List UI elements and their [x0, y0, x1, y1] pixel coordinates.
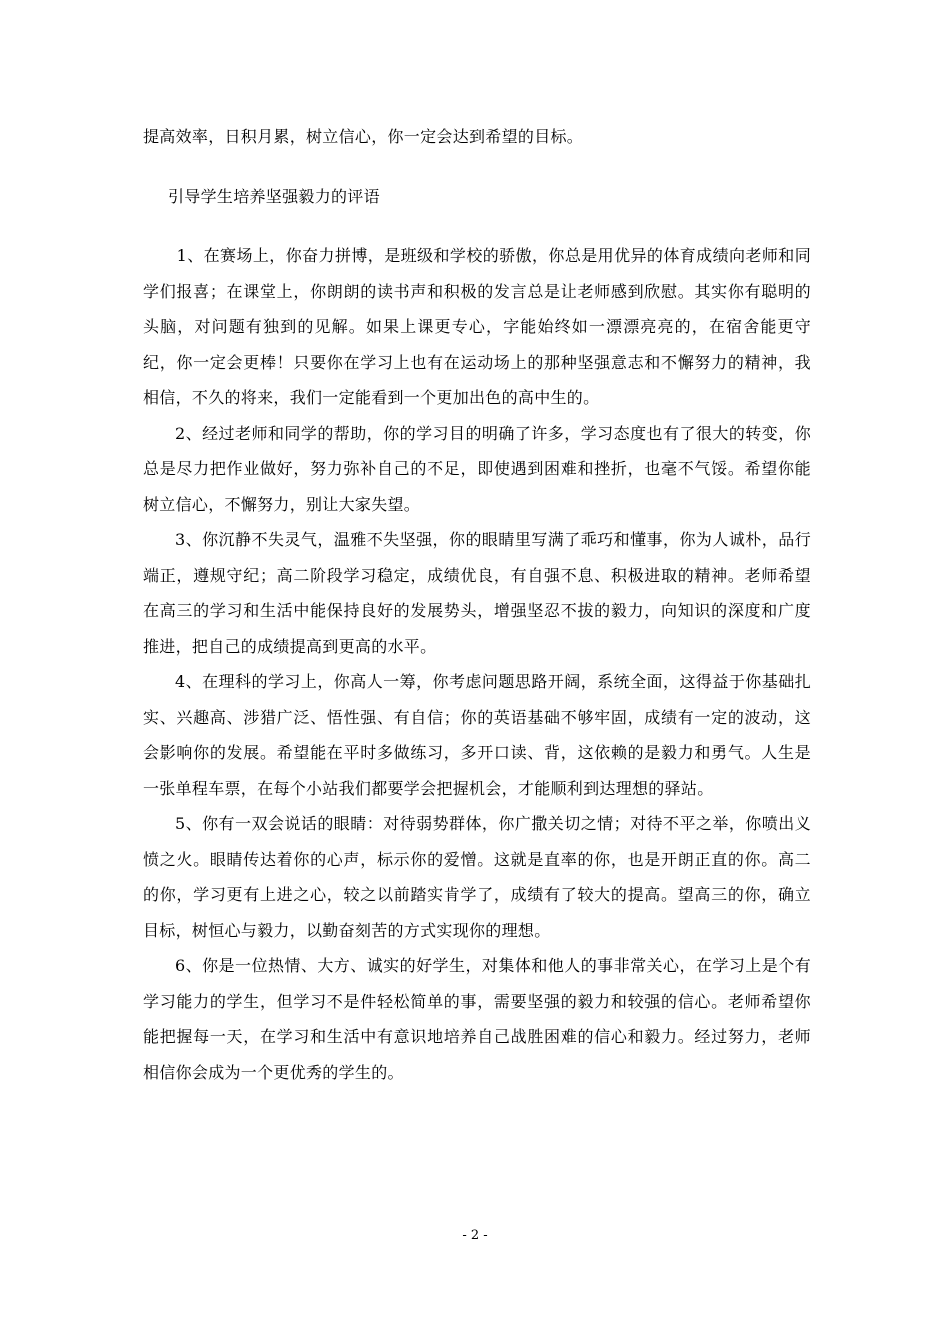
comment-paragraph-2: 2、经过老师和同学的帮助，你的学习目的明确了许多，学习态度也有了很大的转变，你总是尽力把作业做好，努力弥补自己的不足，即使遇到困难和挫折，也毫不气馁。希望你能树立信心，不懈努力，别让大家失望。	[143, 423, 811, 514]
comment-paragraph-4: 4、在理科的学习上，你高人一筹，你考虑问题思路开阔，系统全面，这得益于你基础扎实、兴趣高、涉猎广泛、悟性强、有自信；你的英语基础不够牢固，成绩有一定的波动，这会影响你的发展。希望能在平时多做练习，多开口读、背，这依赖的是毅力和勇气。人生是一张单程车票，在每个小站我们都要学会把握机会，才能顺利到达理想的驿站。	[143, 672, 811, 798]
intro-line: 提高效率，日积月累，树立信心，你一定会达到希望的目标。	[143, 127, 584, 146]
comment-paragraph-6: 6、你是一位热情、大方、诚实的好学生，对集体和他人的事非常关心，在学习上是个有学习能力的学生，但学习不是件轻松简单的事，需要坚强的毅力和较强的信心。老师希望你能把握每一天，在学习和生活中有意识地培养自己战胜困难的信心和毅力。经过努力，老师相信你会成为一个更优秀的学生的。	[143, 956, 811, 1082]
comment-paragraph-3: 3、你沉静不失灵气，温雅不失坚强，你的眼睛里写满了乖巧和懂事，你为人诚朴，品行端正，遵规守纪；高二阶段学习稳定，成绩优良，有自强不息、积极进取的精神。老师希望在高三的学习和生活中能保持良好的发展势头，增强坚忍不拔的毅力，向知识的深度和广度推进，把自己的成绩提高到更高的水平。	[143, 530, 811, 656]
page-number: - 2 -	[462, 1228, 488, 1243]
comment-paragraph-1: 1、在赛场上，你奋力拼博，是班级和学校的骄傲，你总是用优异的体育成绩向老师和同学们报喜；在课堂上，你朗朗的读书声和积极的发言总是让老师感到欣慰。其实你有聪明的头脑，对问题有独到的见解。如果上课更专心，字能始终如一漂漂亮亮的，在宿舍能更守纪，你一定会更棒！只要你在学习上也有在运动场上的那种坚强意志和不懈努力的精神，我相信，不久的将来，我们一定能看到一个更加出色的高中生的。	[143, 246, 811, 407]
comment-paragraph-5: 5、你有一双会说话的眼睛：对待弱势群体，你广撒关切之情；对待不平之举，你喷出义愤之火。眼睛传达着你的心声，标示你的爱憎。这就是直率的你，也是开朗正直的你。高二的你，学习更有上进之心，较之以前踏实肯学了，成绩有了较大的提高。望高三的你，确立目标，树恒心与毅力，以勤奋刻苦的方式实现你的理想。	[143, 814, 811, 940]
comment-list	[143, 238, 811, 1090]
section-heading: 引导学生培养坚强毅力的评语	[168, 187, 380, 206]
